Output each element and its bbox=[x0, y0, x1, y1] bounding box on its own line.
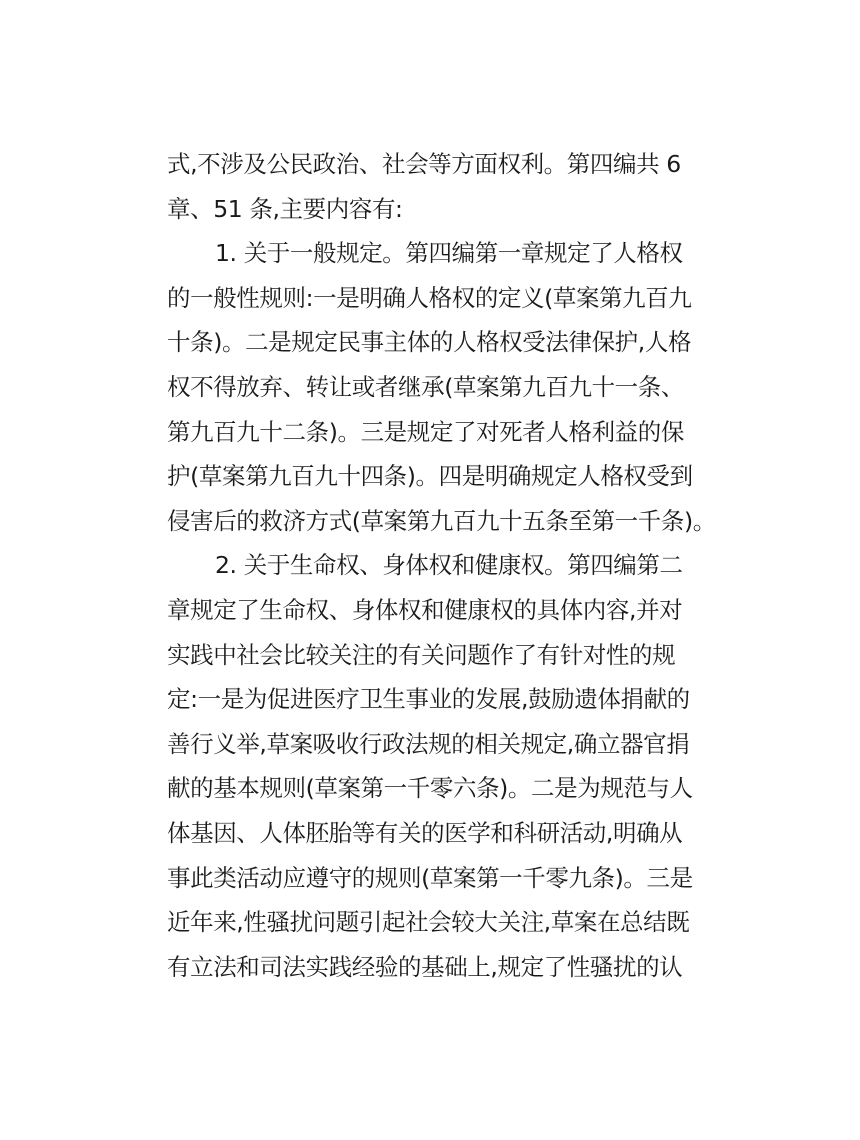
text-line-18: 近年来,性骚扰问题引起社会较大关注,草案在总结既 bbox=[167, 908, 690, 937]
text-line-9: 侵害后的救济方式(草案第九百九十五条至第一千条)。 bbox=[167, 506, 716, 535]
text-line-4: 的一般性规则:一是明确人格权的定义(草案第九百九 bbox=[167, 283, 692, 312]
text-line-7: 第九百九十二条)。三是规定了对死者人格利益的保 bbox=[167, 417, 684, 446]
text-line-15: 献的基本规则(草案第一千零六条)。二是为规范与人 bbox=[167, 774, 693, 803]
body-text bbox=[167, 142, 716, 989]
text-line-17: 事此类活动应遵守的规则(草案第一千零九条)。三是 bbox=[167, 863, 693, 892]
text-line-6: 权不得放弃、转让或者继承(草案第九百九十一条、 bbox=[167, 372, 684, 401]
text-line-8: 护(草案第九百九十四条)。四是明确规定人格权受到 bbox=[167, 462, 693, 491]
text-line-5: 十条)。二是规定民事主体的人格权受法律保护,人格 bbox=[167, 328, 692, 357]
text-line-13: 定:一是为促进医疗卫生事业的发展,鼓励遗体捐献的 bbox=[167, 685, 690, 714]
text-line-16: 体基因、人体胚胎等有关的医学和科研活动,明确从 bbox=[167, 818, 683, 847]
text-line-12: 实践中社会比较关注的有关问题作了有针对性的规 bbox=[167, 640, 676, 669]
text-line-19: 有立法和司法实践经验的基础上,规定了性骚扰的认 bbox=[167, 952, 683, 981]
text-line-3: 1. 关于一般规定。第四编第一章规定了人格权 bbox=[215, 239, 683, 268]
text-line-1: 式,不涉及公民政治、社会等方面权利。第四编共 6 bbox=[167, 150, 681, 178]
text-line-2: 章、51 条,主要内容有: bbox=[167, 194, 403, 223]
text-line-14: 善行义举,草案吸收行政法规的相关规定,确立器官捐 bbox=[167, 729, 690, 758]
text-line-11: 章规定了生命权、身体权和健康权的具体内容,并对 bbox=[167, 595, 683, 624]
text-line-10: 2. 关于生命权、身体权和健康权。第四编第二 bbox=[215, 551, 683, 580]
